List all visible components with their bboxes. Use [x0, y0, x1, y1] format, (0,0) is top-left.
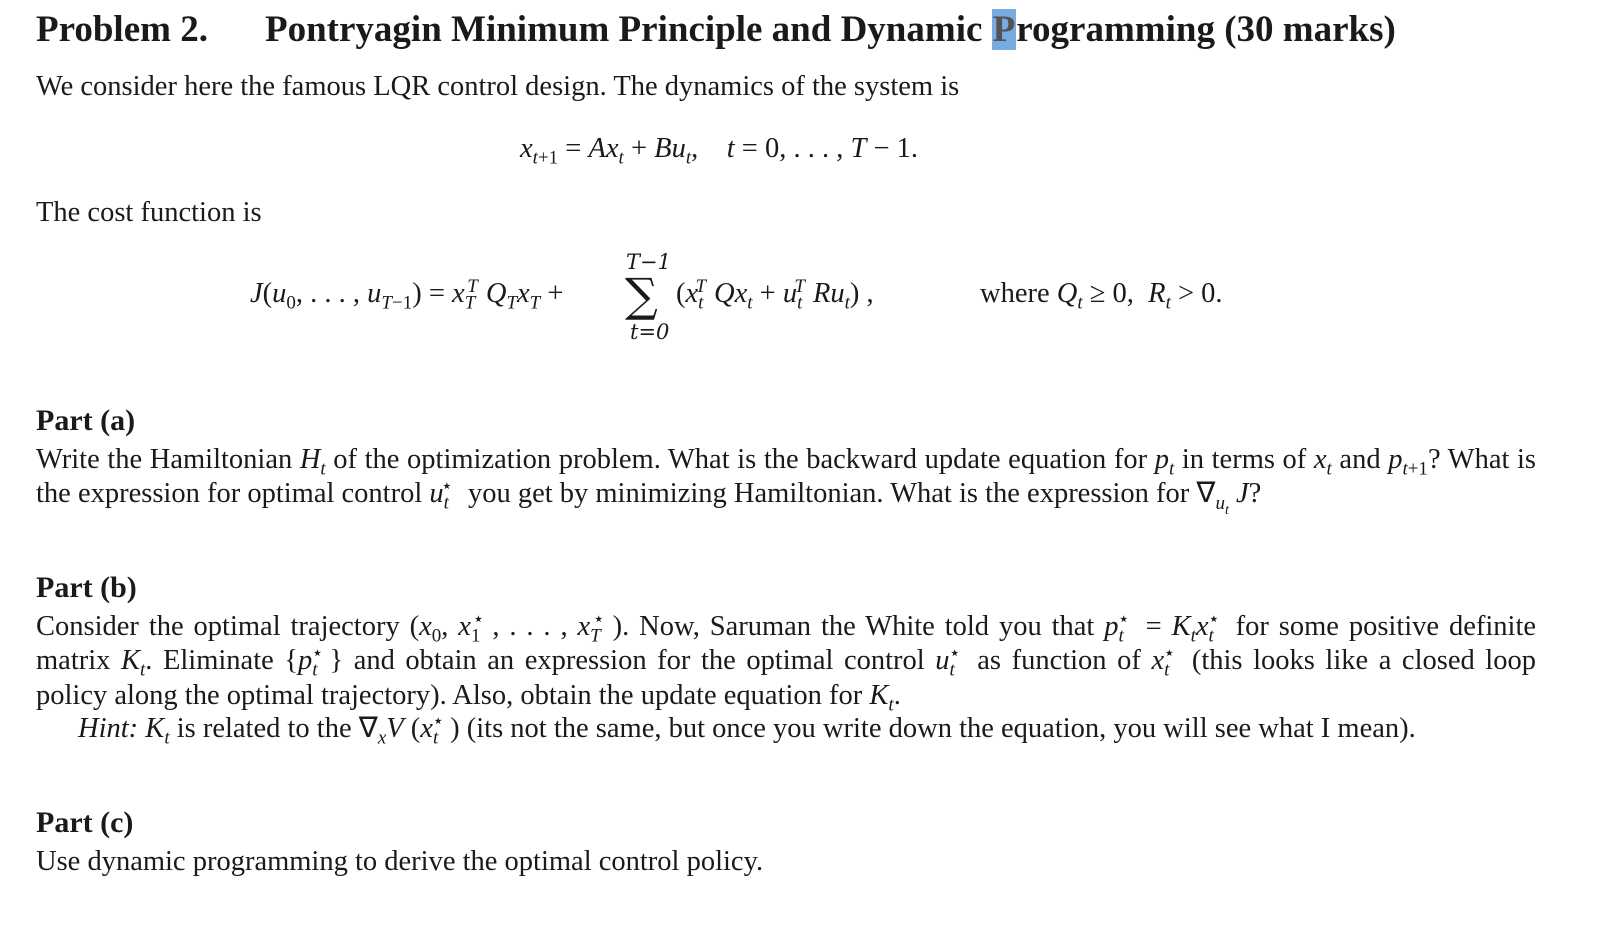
sum-lower-limit: t=0 — [630, 320, 670, 344]
text-selection-highlight[interactable]: P — [992, 9, 1016, 50]
part-b-text: Consider the optimal trajectory ($x_0$, $x_1^⋆$ , . . . , $x_T^⋆$ ). Now, Saruman the White told you that $p_t^⋆ = K_tx_t^⋆$ for some positive definite matrix $K_t$. Eliminate {$p_t^⋆$ } and obtain an expression for the optimal control $u_t^⋆$ as function of $x_t^⋆$ (this looks like a closed loop policy along the optimal trajectory). Also, obtain the update equation for $K_t$. — [36, 608, 1537, 716]
title-part-1: Pontryagin Minimum Principle and Dynamic — [265, 9, 992, 50]
intro-text: We consider here the famous LQR control design. The dynamics of the system is — [36, 71, 960, 102]
part-c-text: Use dynamic programming to derive the optimal control policy. — [36, 846, 764, 877]
cost-condition: where $Q_t \ge 0$, $R_t > 0$. — [980, 278, 1223, 314]
problem-label: Problem 2. — [36, 9, 208, 50]
part-a-heading: Part (a) — [36, 404, 136, 437]
part-b-heading: Part (b) — [36, 571, 137, 604]
part-c-heading: Part (c) — [36, 806, 134, 839]
sum-upper-limit: T−1 — [626, 250, 671, 274]
part-a-text: Write the Hamiltonian $H_t$ of the optimization problem. What is the backward update equation for $p_t$ in terms of $x_t$ and $p_{t+1}$? What is the expression for optimal control $u_t^⋆$ you get by minimizing Hamiltonian. What is the expression for $\nabla_{u_t}$ J? — [36, 444, 1536, 518]
cost-equation-rhs: ($x_t^T$ $Qx_t + u_t^T$ $Ru_t$) , — [676, 275, 874, 314]
title-part-2: rogramming (30 marks) — [1016, 9, 1396, 50]
cost-equation-lhs: $J(u_0$, . . . , $u_{T-1}) = x_T^T$ $Q_Tx_T$ + — [250, 275, 564, 314]
dynamics-equation: $x_{t+1} = Ax_t + Bu_t$, t = 0, . . . , T − 1. — [520, 133, 919, 169]
cost-intro: The cost function is — [36, 197, 262, 228]
sum-symbol: ∑ — [625, 268, 658, 322]
part-b-hint: Hint: $K_t$ is related to the $\nabla_xV$ ($x_t^⋆$ ) (its not the same, but once you write down the equation, you will see what I mean). — [78, 710, 1416, 749]
problem-title — [265, 8, 1396, 51]
